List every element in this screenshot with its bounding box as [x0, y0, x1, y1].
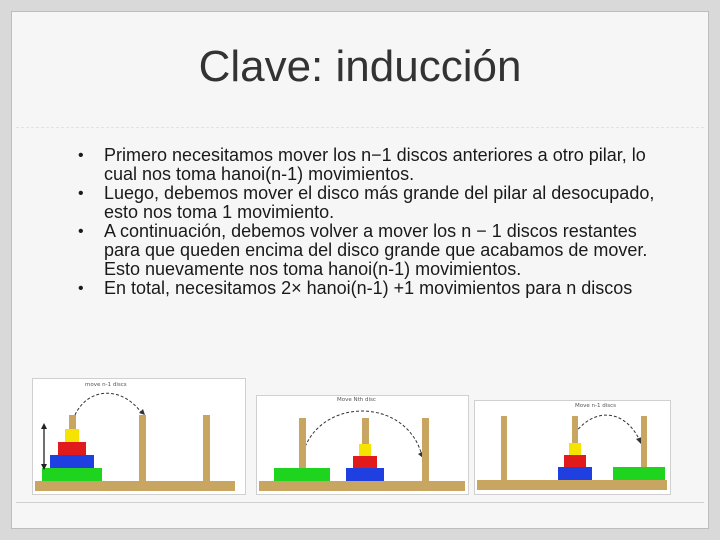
disc-2 [353, 456, 377, 468]
arrow-head [139, 409, 145, 415]
bullet-marker: • [78, 280, 84, 297]
arrow-up-icon [41, 423, 47, 429]
slide-title: Clave: inducción [198, 42, 522, 91]
move-arc [75, 393, 143, 415]
bullet-item: • En total, necesitamos 2× hanoi(n-1) +1 movimientos para n discos [78, 278, 633, 298]
hanoi-diagram-2 [256, 395, 469, 495]
peg-right [203, 415, 210, 481]
hanoi-diagram-1-svg [33, 379, 245, 494]
diagram-caption: Move n-1 discs [575, 403, 616, 409]
disc-1 [569, 443, 581, 455]
peg-left [501, 416, 507, 480]
bottom-divider [16, 502, 704, 503]
hanoi-diagram-3 [474, 400, 671, 495]
peg-middle [139, 415, 146, 481]
disc-1 [359, 444, 371, 456]
hanoi-diagram-3-svg [475, 401, 670, 494]
disc-4 [42, 468, 102, 481]
bullet-marker: • [78, 185, 84, 202]
disc-3 [558, 467, 592, 480]
hanoi-base [477, 480, 667, 490]
peg-right [422, 418, 429, 481]
disc-2 [564, 455, 586, 467]
disc-4 [274, 468, 330, 481]
bullet-item: • A continuación, debemos volver a mover los n − 1 discos restantes para que queden encima del disco grande que acabamos de mover. Esto nuevamente nos toma hanoi(n-1) movimientos. [78, 221, 648, 279]
move-arc [575, 415, 640, 441]
hanoi-base [259, 481, 465, 491]
bullet-item: • Primero necesitamos mover los n−1 discos anteriores a otro pilar, lo cual nos toma hanoi(n-1) movimientos. [78, 145, 646, 184]
diagram-caption: move n-1 discs [85, 382, 127, 388]
disc-3 [346, 468, 384, 481]
diagram-caption: Move Nth disc [337, 397, 376, 403]
bullet-list [78, 145, 664, 298]
hanoi-diagram-1 [32, 378, 246, 495]
bullet-marker: • [78, 223, 84, 240]
bullet-marker: • [78, 147, 84, 164]
hanoi-diagram-2-svg [257, 396, 468, 494]
disc-1 [65, 429, 79, 442]
title-divider [16, 127, 704, 128]
disc-2 [58, 442, 86, 455]
bullet-item: • Luego, debemos mover el disco más grande del pilar al desocupado, esto nos toma 1 movimiento. [78, 183, 655, 222]
disc-3 [50, 455, 94, 468]
disc-4 [613, 467, 665, 480]
hanoi-base [35, 481, 235, 491]
